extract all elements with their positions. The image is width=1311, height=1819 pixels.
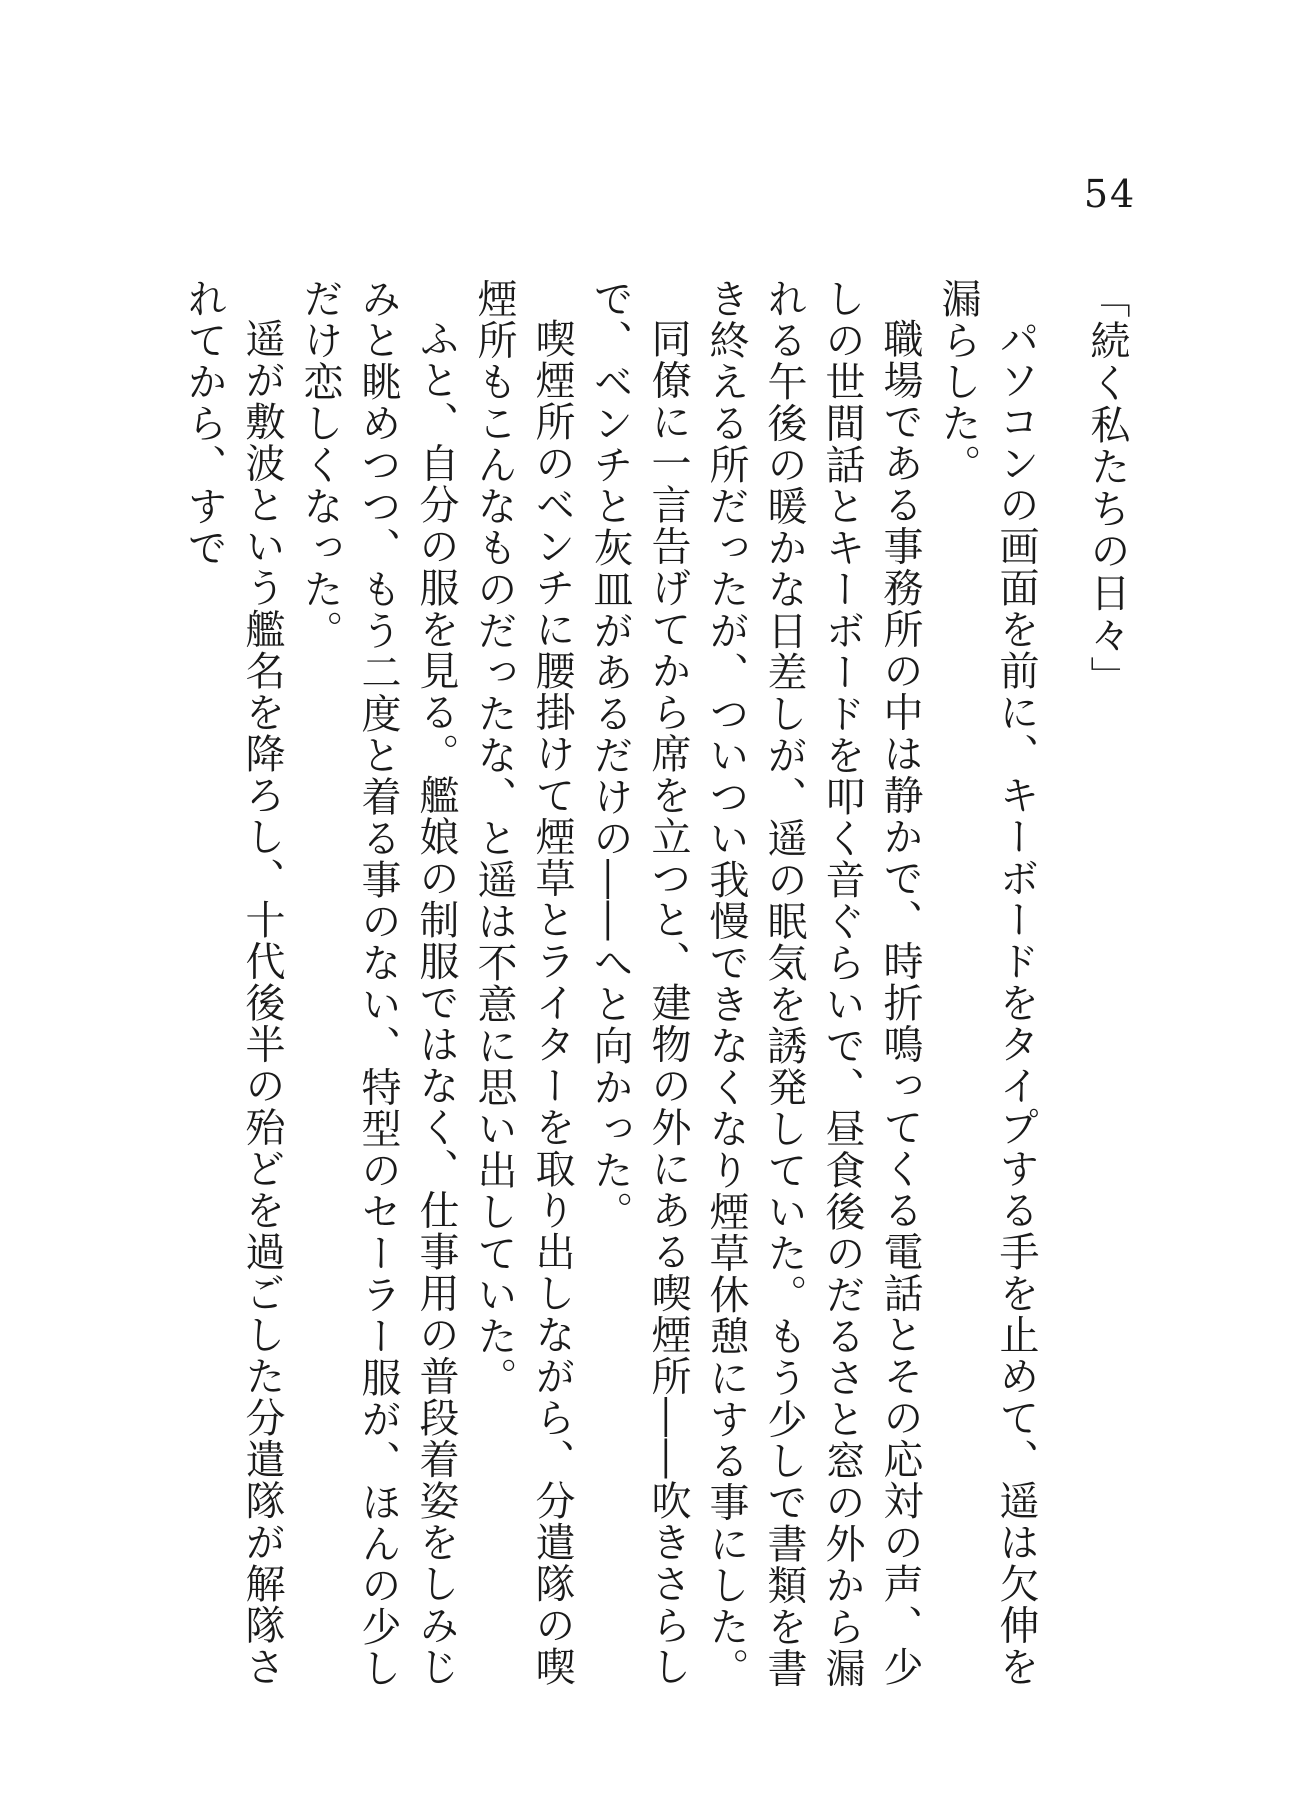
body-text: [175, 278, 1045, 1698]
paragraph: 同僚に一言告げてから席を立つと、建物の外にある喫煙所――吹きさらしで、ベンチと灰皿があるだけの――へと向かった。: [587, 278, 691, 1688]
paragraph: ふと、自分の服を見る。艦娘の制服ではなく、仕事用の普段着姿をしみじみと眺めつつ、もう二度と着る事のない、特型のセーラー服が、ほんの少しだけ恋しくなった。: [297, 278, 459, 1689]
chapter-heading: 「続く私たちの日々」: [1084, 278, 1130, 698]
paragraph: 喫煙所のベンチに腰掛けて煙草とライターを取り出しながら、分遣隊の喫煙所もこんなものだったな、と遥は不意に思い出していた。: [471, 278, 575, 1688]
paragraph: 遥が敷波という艦名を降ろし、十代後半の殆どを過ごした分遣隊が解隊されてから、すで: [181, 278, 285, 1688]
page-number: 54: [1083, 172, 1137, 216]
paragraph: パソコンの画面を前に、キーボードをタイプする手を止めて、遥は欠伸を漏らした。: [935, 278, 1039, 1688]
paragraph: 職場である事務所の中は静かで、時折鳴ってくる電話とその応対の声、少しの世間話とキーボードを叩く音ぐらいで、昼食後のだるさと窓の外から漏れる午後の暖かな日差しが、遥の眠気を誘発していた。もう少しで書類を書き終える所だったが、ついつい我慢できなくなり煙草休憩にする事にした。: [703, 278, 923, 1689]
